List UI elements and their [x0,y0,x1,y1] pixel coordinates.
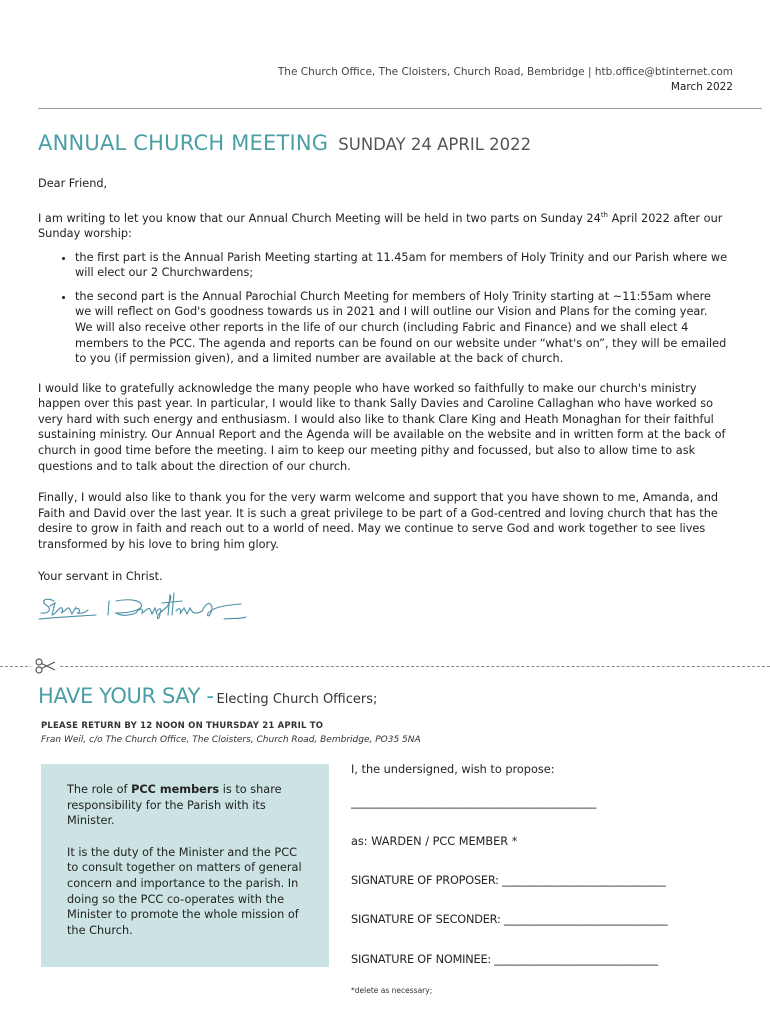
letter-date: March 2022 [670,81,733,93]
pcc-info-box [41,764,329,967]
pcc-duty-paragraph: It is the duty of the Minister and the PCC to consult together on matters of general concern and importance to the parish. In doing so the PCC co-operates with the Minister to promote the whole mission of the Church. [67,845,302,937]
have-your-say-subtitle: Electing Church Officers; [216,692,378,707]
footnote: *delete as necessary; [351,986,433,995]
handwritten-signature [36,589,251,625]
acknowledgement-paragraph: I would like to gratefully acknowledge the many people who have worked so faithfully to make our church's ministry happen over this past year. In particular, I would like to thank Sally Davies and Caroline Callaghan who have worked so very hard with such energy and enthusiasm. I would also like to thank Clare King and Heath Monaghan for their faithful sustaining ministry. Our Annual Report and the Agenda will be available on the website and in written form at the back of church in good time before the meeting. I aim to keep our meeting pithy and focussed, but also to allow time to ask questions and to talk about the direction of our church. [38,381,726,473]
nominee-signature-field[interactable]: SIGNATURE OF NOMINEE: ______________________________ [351,953,658,966]
proposer-signature-field[interactable]: SIGNATURE OF PROPOSER: ______________________________ [351,874,666,887]
header-divider [38,108,762,109]
seconder-signature-field[interactable]: SIGNATURE OF SECONDER: ______________________________ [351,913,668,926]
closing: Your servant in Christ. [38,569,163,583]
meeting-date: SUNDAY 24 APRIL 2022 [338,135,532,154]
letter-body [38,176,728,600]
page-title [38,131,531,155]
scissors-icon [31,658,59,674]
thanks-paragraph: Finally, I would also like to thank you for the very warm welcome and support that you have shown to me, Amanda, and Faith and David over the last year. It is such a great privilege to be part of a God-centred and loving church that has the desire to grow in faith and reach out to a world of need. May we continue to serve God and work together to see lives transformed by his love to bring him glory. [38,491,719,552]
have-your-say-heading [38,684,377,708]
role-selection[interactable]: as: WARDEN / PCC MEMBER * [351,835,518,848]
return-address: Fran Weil, c/o The Church Office, The Cloisters, Church Road, Bembridge, PO35 5NA [41,735,421,745]
greeting: Dear Friend, [38,177,108,190]
pcc-role-paragraph: The role of PCC members is to share responsibility for the Parish with its Minister. [67,783,282,828]
list-item: • the second part is the Annual Parochial Church Meeting for members of Holy Trinity starting at ~11:55am where we will reflect on God's goodness towards us in 2021 and I will outline our Vision and Plans for the coming year. We will also receive other reports in the life of our church (including Fabric and Finance) and we shall elect 4 members to the PCC. The agenda and reports can be found on our website under “what's on”, they will be emailed to you (if permission given), and a limited number are available at the back of church. [75,289,728,367]
church-address: The Church Office, The Cloisters, Church Road, Bembridge | htb.office@btinternet.com [277,66,733,78]
meeting-title: ANNUAL CHURCH MEETING [38,131,329,155]
have-your-say-title: HAVE YOUR SAY - [38,684,214,708]
nominee-name-field[interactable]: _____________________________________________ [351,796,597,809]
cut-line [0,666,770,667]
letterhead [278,65,733,95]
propose-label: I, the undersigned, wish to propose: [351,763,555,776]
list-item: • the first part is the Annual Parish Meeting starting at 11.45am for members of Holy Trinity and our Parish where we will elect our 2 Churchwardens; [75,250,728,281]
meeting-parts-list [38,250,728,367]
return-deadline: PLEASE RETURN BY 12 NOON ON THURSDAY 21 APRIL TO [41,721,324,731]
intro-paragraph: I am writing to let you know that our Annual Church Meeting will be held in two parts on Sunday 24th April 2022 after our Sunday worship: [38,210,723,240]
two-parts-bold: two parts [466,211,520,225]
pcc-info-text [67,782,307,954]
pcc-members-bold: PCC members [131,783,220,796]
meeting-name-bold: Annual Church Meeting [248,211,381,225]
